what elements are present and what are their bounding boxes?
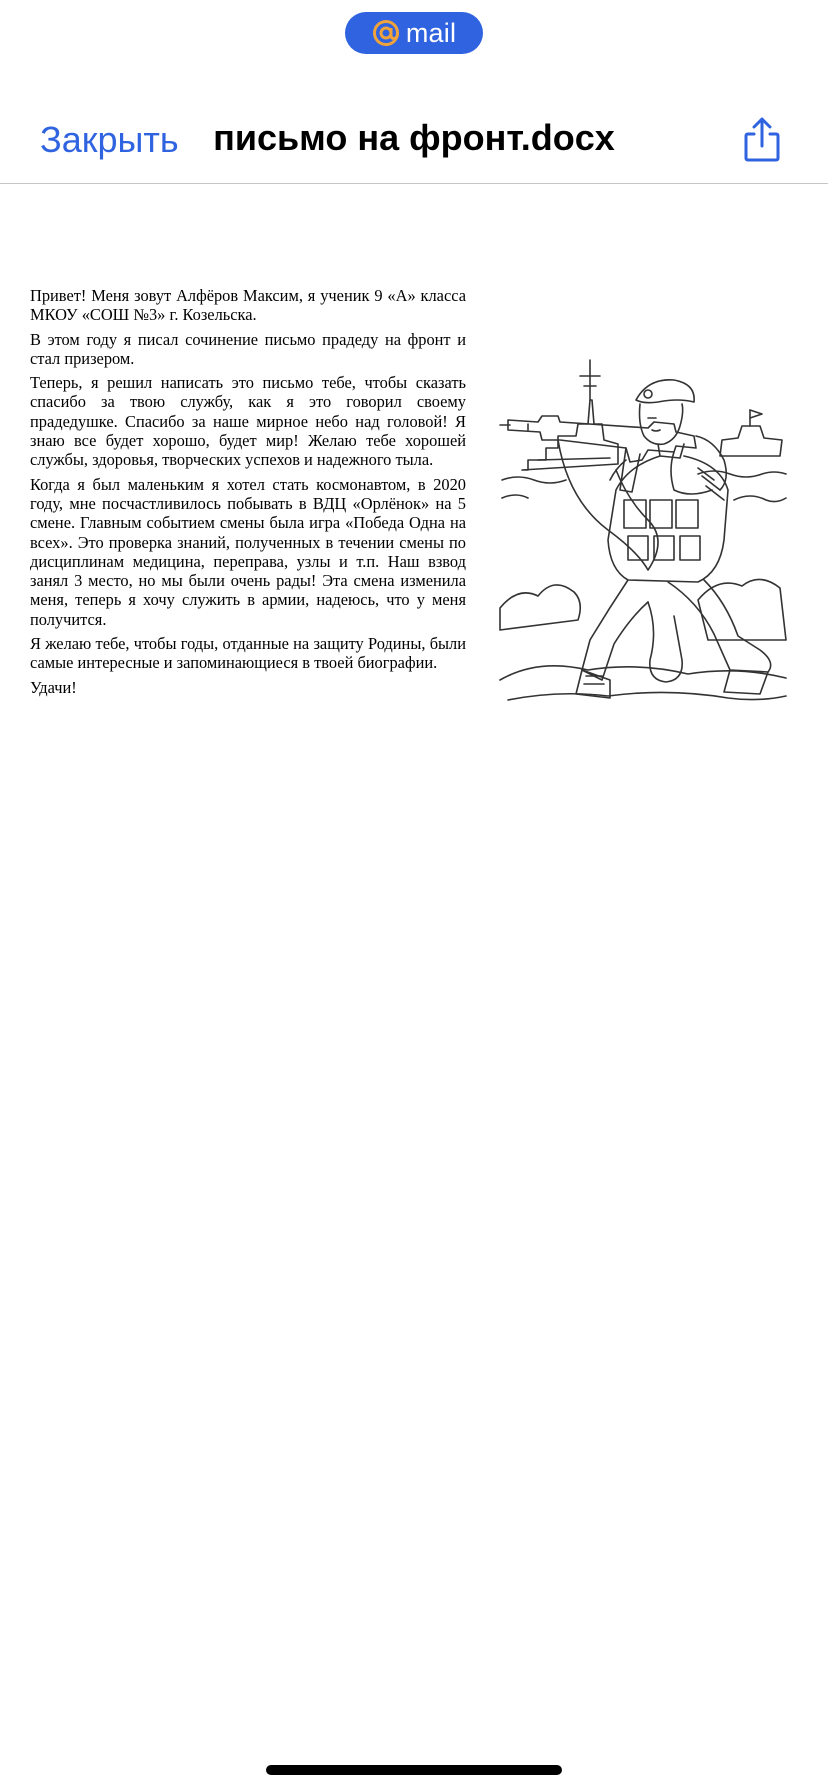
home-indicator[interactable] <box>266 1765 562 1775</box>
paragraph-thanks: Теперь, я решил написать это письмо тебе, чтобы сказать спасибо за твою службу, как я это говорил своему прадедушке. Спасибо за наше мирное небо над головой! Я знаю все будет хорошо, будет мир! Желаю тебе хорошей службы, здоровья, творческих успехов и надежного тыла. <box>30 373 466 470</box>
paragraph-greeting: Привет! Меня зовут Алфёров Максим, я ученик 9 «А» класса МКОУ «СОШ №3» г. Козельска. <box>30 286 466 325</box>
share-icon <box>740 116 784 164</box>
paragraph-essay: В этом году я писал сочинение письмо прадеду на фронт и стал призером. <box>30 329 466 368</box>
paragraph-orlyonok: Когда я был маленьким я хотел стать космонавтом, в 2020 году, мне посчастливилось побывать в ВДЦ «Орлёнок» на 5 смене. Главным событием смены была игра «Победа Одна на всех». Это проверка знаний, полученных в течении смены по дисциплинам медицина, переправа, узлы и т.п. Наш взвод занял 3 место, но мы были очень рады! Эта смена изменила меня, теперь я хочу служить в армии, надеюсь, что у меня получится. <box>30 474 466 629</box>
document-title: письмо на фронт.docx <box>213 117 615 158</box>
paragraph-goodluck: Удачи! <box>30 677 77 697</box>
close-button[interactable]: Закрыть <box>40 119 179 160</box>
soldier-illustration <box>498 340 788 710</box>
paragraph-wishes: Я желаю тебе, чтобы годы, отданные на защиту Родины, были самые интересные и запоминающиеся в твоей биографии. <box>30 634 466 673</box>
at-sign-icon <box>372 19 400 47</box>
mail-app-badge[interactable] <box>345 12 483 54</box>
mail-badge-label: mail <box>405 17 457 48</box>
document-body <box>30 286 466 702</box>
share-button[interactable] <box>740 116 784 164</box>
navigation-bar <box>0 100 828 184</box>
